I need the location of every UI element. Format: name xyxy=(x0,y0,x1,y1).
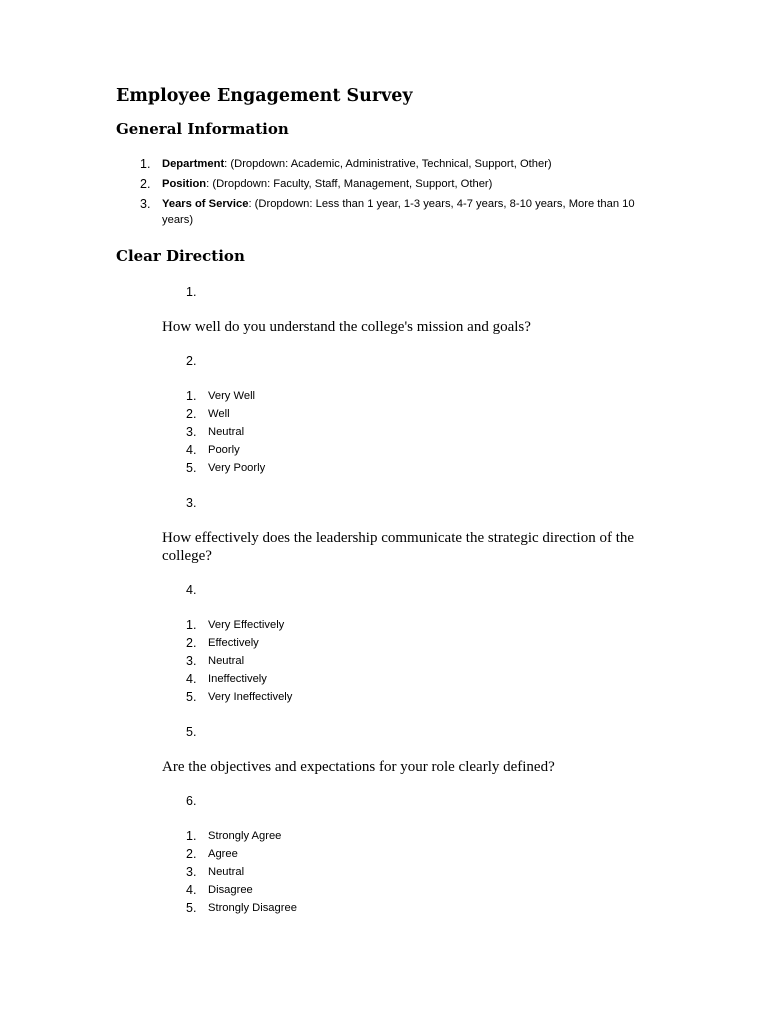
info-value: : (Dropdown: Less than 1 year, 1-3 years, 4-7 years, 8-10 years, More than 10 years) xyxy=(162,198,635,226)
option-number: 5. xyxy=(186,461,197,475)
answer-options-list xyxy=(116,388,658,478)
list-number: 1. xyxy=(140,157,151,171)
info-key: Years of Service xyxy=(162,198,249,210)
option-label: Very Poorly xyxy=(208,462,266,474)
question-text: How effectively does the leadership communicate the strategic direction of the college? xyxy=(162,530,635,564)
option-label: Very Ineffectively xyxy=(208,691,293,703)
option-label: Strongly Disagree xyxy=(208,902,297,914)
question-text: How well do you understand the college's mission and goals? xyxy=(162,319,531,335)
option-label: Strongly Agree xyxy=(208,830,282,842)
document-title: Employee Engagement Survey xyxy=(116,86,413,106)
question-block-2 xyxy=(116,495,658,707)
option-number: 3. xyxy=(186,865,197,879)
answer-option xyxy=(116,671,658,689)
info-key: Department xyxy=(162,158,225,170)
answer-option xyxy=(116,635,658,653)
option-label: Effectively xyxy=(208,637,259,649)
info-item-position xyxy=(116,176,658,194)
answer-option xyxy=(116,388,658,406)
option-number: 1. xyxy=(186,829,197,843)
answer-option xyxy=(116,846,658,864)
options-number: 4. xyxy=(186,583,197,597)
list-number: 3. xyxy=(140,197,151,211)
info-item-department xyxy=(116,156,658,174)
answer-option xyxy=(116,460,658,478)
answer-options-list xyxy=(116,617,658,707)
info-value: : (Dropdown: Faculty, Staff, Management, Support, Other) xyxy=(206,178,493,190)
option-number: 3. xyxy=(186,654,197,668)
option-number: 4. xyxy=(186,443,197,457)
option-label: Very Effectively xyxy=(208,619,285,631)
option-label: Poorly xyxy=(208,444,240,456)
option-label: Neutral xyxy=(208,426,245,438)
question-number: 3. xyxy=(186,496,197,510)
answer-option xyxy=(116,864,658,882)
options-number: 6. xyxy=(186,794,197,808)
option-label: Agree xyxy=(208,848,238,860)
option-number: 2. xyxy=(186,847,197,861)
options-number: 2. xyxy=(186,354,197,368)
answer-option xyxy=(116,828,658,846)
list-number: 2. xyxy=(140,177,151,191)
info-key: Position xyxy=(162,178,207,190)
question-text: Are the objectives and expectations for your role clearly defined? xyxy=(162,759,555,775)
question-block-3 xyxy=(116,724,658,918)
answer-options-list xyxy=(116,828,658,918)
option-number: 3. xyxy=(186,425,197,439)
answer-option xyxy=(116,653,658,671)
question-block-1 xyxy=(116,284,658,478)
option-number: 2. xyxy=(186,636,197,650)
section-heading-general-information: General Information xyxy=(116,120,289,138)
option-number: 2. xyxy=(186,407,197,421)
option-number: 5. xyxy=(186,901,197,915)
option-number: 1. xyxy=(186,389,197,403)
question-number: 5. xyxy=(186,725,197,739)
option-label: Neutral xyxy=(208,655,245,667)
answer-option xyxy=(116,882,658,900)
option-number: 4. xyxy=(186,672,197,686)
option-label: Neutral xyxy=(208,866,245,878)
option-number: 1. xyxy=(186,618,197,632)
option-label: Ineffectively xyxy=(208,673,267,685)
answer-option xyxy=(116,617,658,635)
info-item-years-of-service xyxy=(116,196,658,228)
option-label: Very Well xyxy=(208,390,256,402)
question-number: 1. xyxy=(186,285,197,299)
option-label: Disagree xyxy=(208,884,253,896)
section-heading-clear-direction: Clear Direction xyxy=(116,247,245,265)
info-value: : (Dropdown: Academic, Administrative, Technical, Support, Other) xyxy=(224,158,552,170)
answer-option xyxy=(116,689,658,707)
answer-option xyxy=(116,900,658,918)
option-label: Well xyxy=(208,408,230,420)
option-number: 5. xyxy=(186,690,197,704)
answer-option xyxy=(116,424,658,442)
answer-option xyxy=(116,442,658,460)
answer-option xyxy=(116,406,658,424)
option-number: 4. xyxy=(186,883,197,897)
general-information-list xyxy=(116,156,658,228)
